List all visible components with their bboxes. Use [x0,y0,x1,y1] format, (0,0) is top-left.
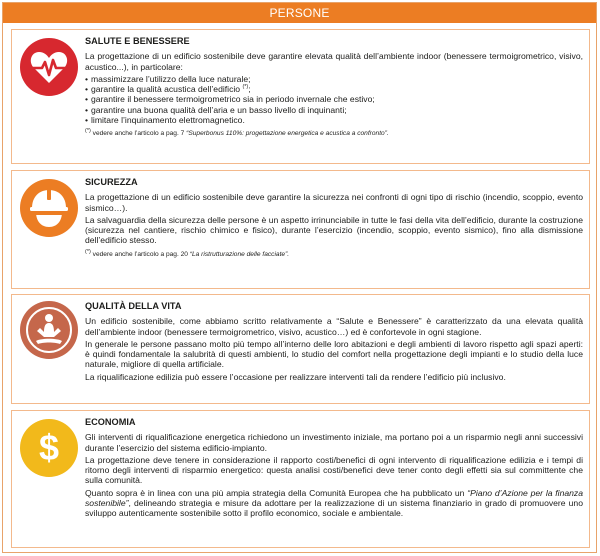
footnote-mark: (*) [242,84,249,91]
list-item: • garantire la qualità acustica dell’edificio (*); [85,84,583,94]
paragraph: Quanto sopra è in linea con una più ampia strategia della Comunità Europea che ha pubblicato un “Piano d’Azione per la finanza sostenibile”, delineando strategia e misure da adottare per la realizzazione di un sistema finanziario in grado di promuovere uno sviluppo autenticamente sostenibile sotto il profilo economico, sociale e ambientale. [85,487,584,519]
paragraph: Un edificio sostenibile, come abbiamo scritto relativamente a “Salute e Benessere” è caratterizzato da una elevata qualità dell’ambiente indoor (benessere termoigrometrico, visivo, acustico…) ed è confortevole in ogni stagione. [85,316,583,337]
heart-pulse-icon [20,38,78,96]
dollar-coin-icon [20,419,78,477]
footnote: (*) vedere anche l’articolo a pag. 7 “Superbonus 110%: progettazione energetica e acustica a confronto”. [85,128,389,138]
section-intro: La progettazione di un edificio sostenibile deve garantire elevata qualità dell’ambiente indoor (benessere termoigrometrico, visivo, acustico...), in particolare: [85,51,583,72]
footnote: (*) vedere anche l’articolo a pag. 20 “La ristrutturazione delle facciate”. [85,248,290,258]
section-title: ECONOMIA [85,417,136,427]
paragraph: In generale le persone passano molto più tempo all’interno delle loro abitazioni e degli ambienti di lavoro rispetto agli spazi aperti: è quindi fondamentale la salubrità di questi ambienti, lo studio del comfort nella progettazione degli impianti e lo studio della luce naturale, migliore di quella artificiale. [85,338,583,370]
persone-panel [2,2,597,553]
paragraph: La riqualificazione edilizia può essere l’occasione per realizzare interventi tali da rendere l’edificio più inclusivo. [85,371,506,382]
paragraph: La salvaguardia della sicurezza delle persone è un aspetto irrinunciabile in tutte le fasi della vita dell’edificio, durante la costruzione (sicurezza nel cantiere, rischio chimico e fisico), durante l’esercizio (incendio, scoppio, evento sismico), fino alla dismissione dell’edificio stesso. [85,214,583,246]
paragraph: La progettazione di un edificio sostenibile deve garantire la sicurezza nei confronti di ogni tipo di rischio (incendio, scoppio, evento sismico…). [85,192,583,213]
list-item: • garantire il benessere termoigrometrico sia in periodo invernale che estivo; [85,94,583,104]
section-salute-benessere [11,29,590,164]
section-title: SALUTE E BENESSERE [85,36,190,46]
section-sicurezza [11,170,590,289]
section-title: SICUREZZA [85,177,138,187]
meditation-icon [20,301,78,359]
list-item: • massimizzare l’utilizzo della luce naturale; [85,74,583,84]
paragraph: La progettazione deve tenere in considerazione il rapporto costi/benefici di ogni intervento di riqualificazione edilizia e i tempi di ritorno degli interventi di risparmio energetico: questa analisi costi/benefici deve tener conto degli effetti sia sul committente che sulla comunità. [85,454,583,486]
svg-text:$: $ [38,427,60,468]
list-item: • garantire una buona qualità dell’aria e un basso livello di inquinanti; [85,105,583,115]
section-economia [11,410,590,548]
panel-header: PERSONE [3,3,596,23]
section-title: QUALITÀ DELLA VITA [85,301,182,311]
paragraph: Gli interventi di riqualificazione energetica richiedono un investimento iniziale, ma portano poi a un risparmio negli anni successivi durante l’esercizio del sistema edificio-impianto. [85,432,583,453]
section-qualita-vita [11,294,590,404]
bullet-list [85,74,583,125]
list-item: • limitare l’inquinamento elettromagnetico. [85,115,583,125]
construction-worker-icon [20,179,78,237]
